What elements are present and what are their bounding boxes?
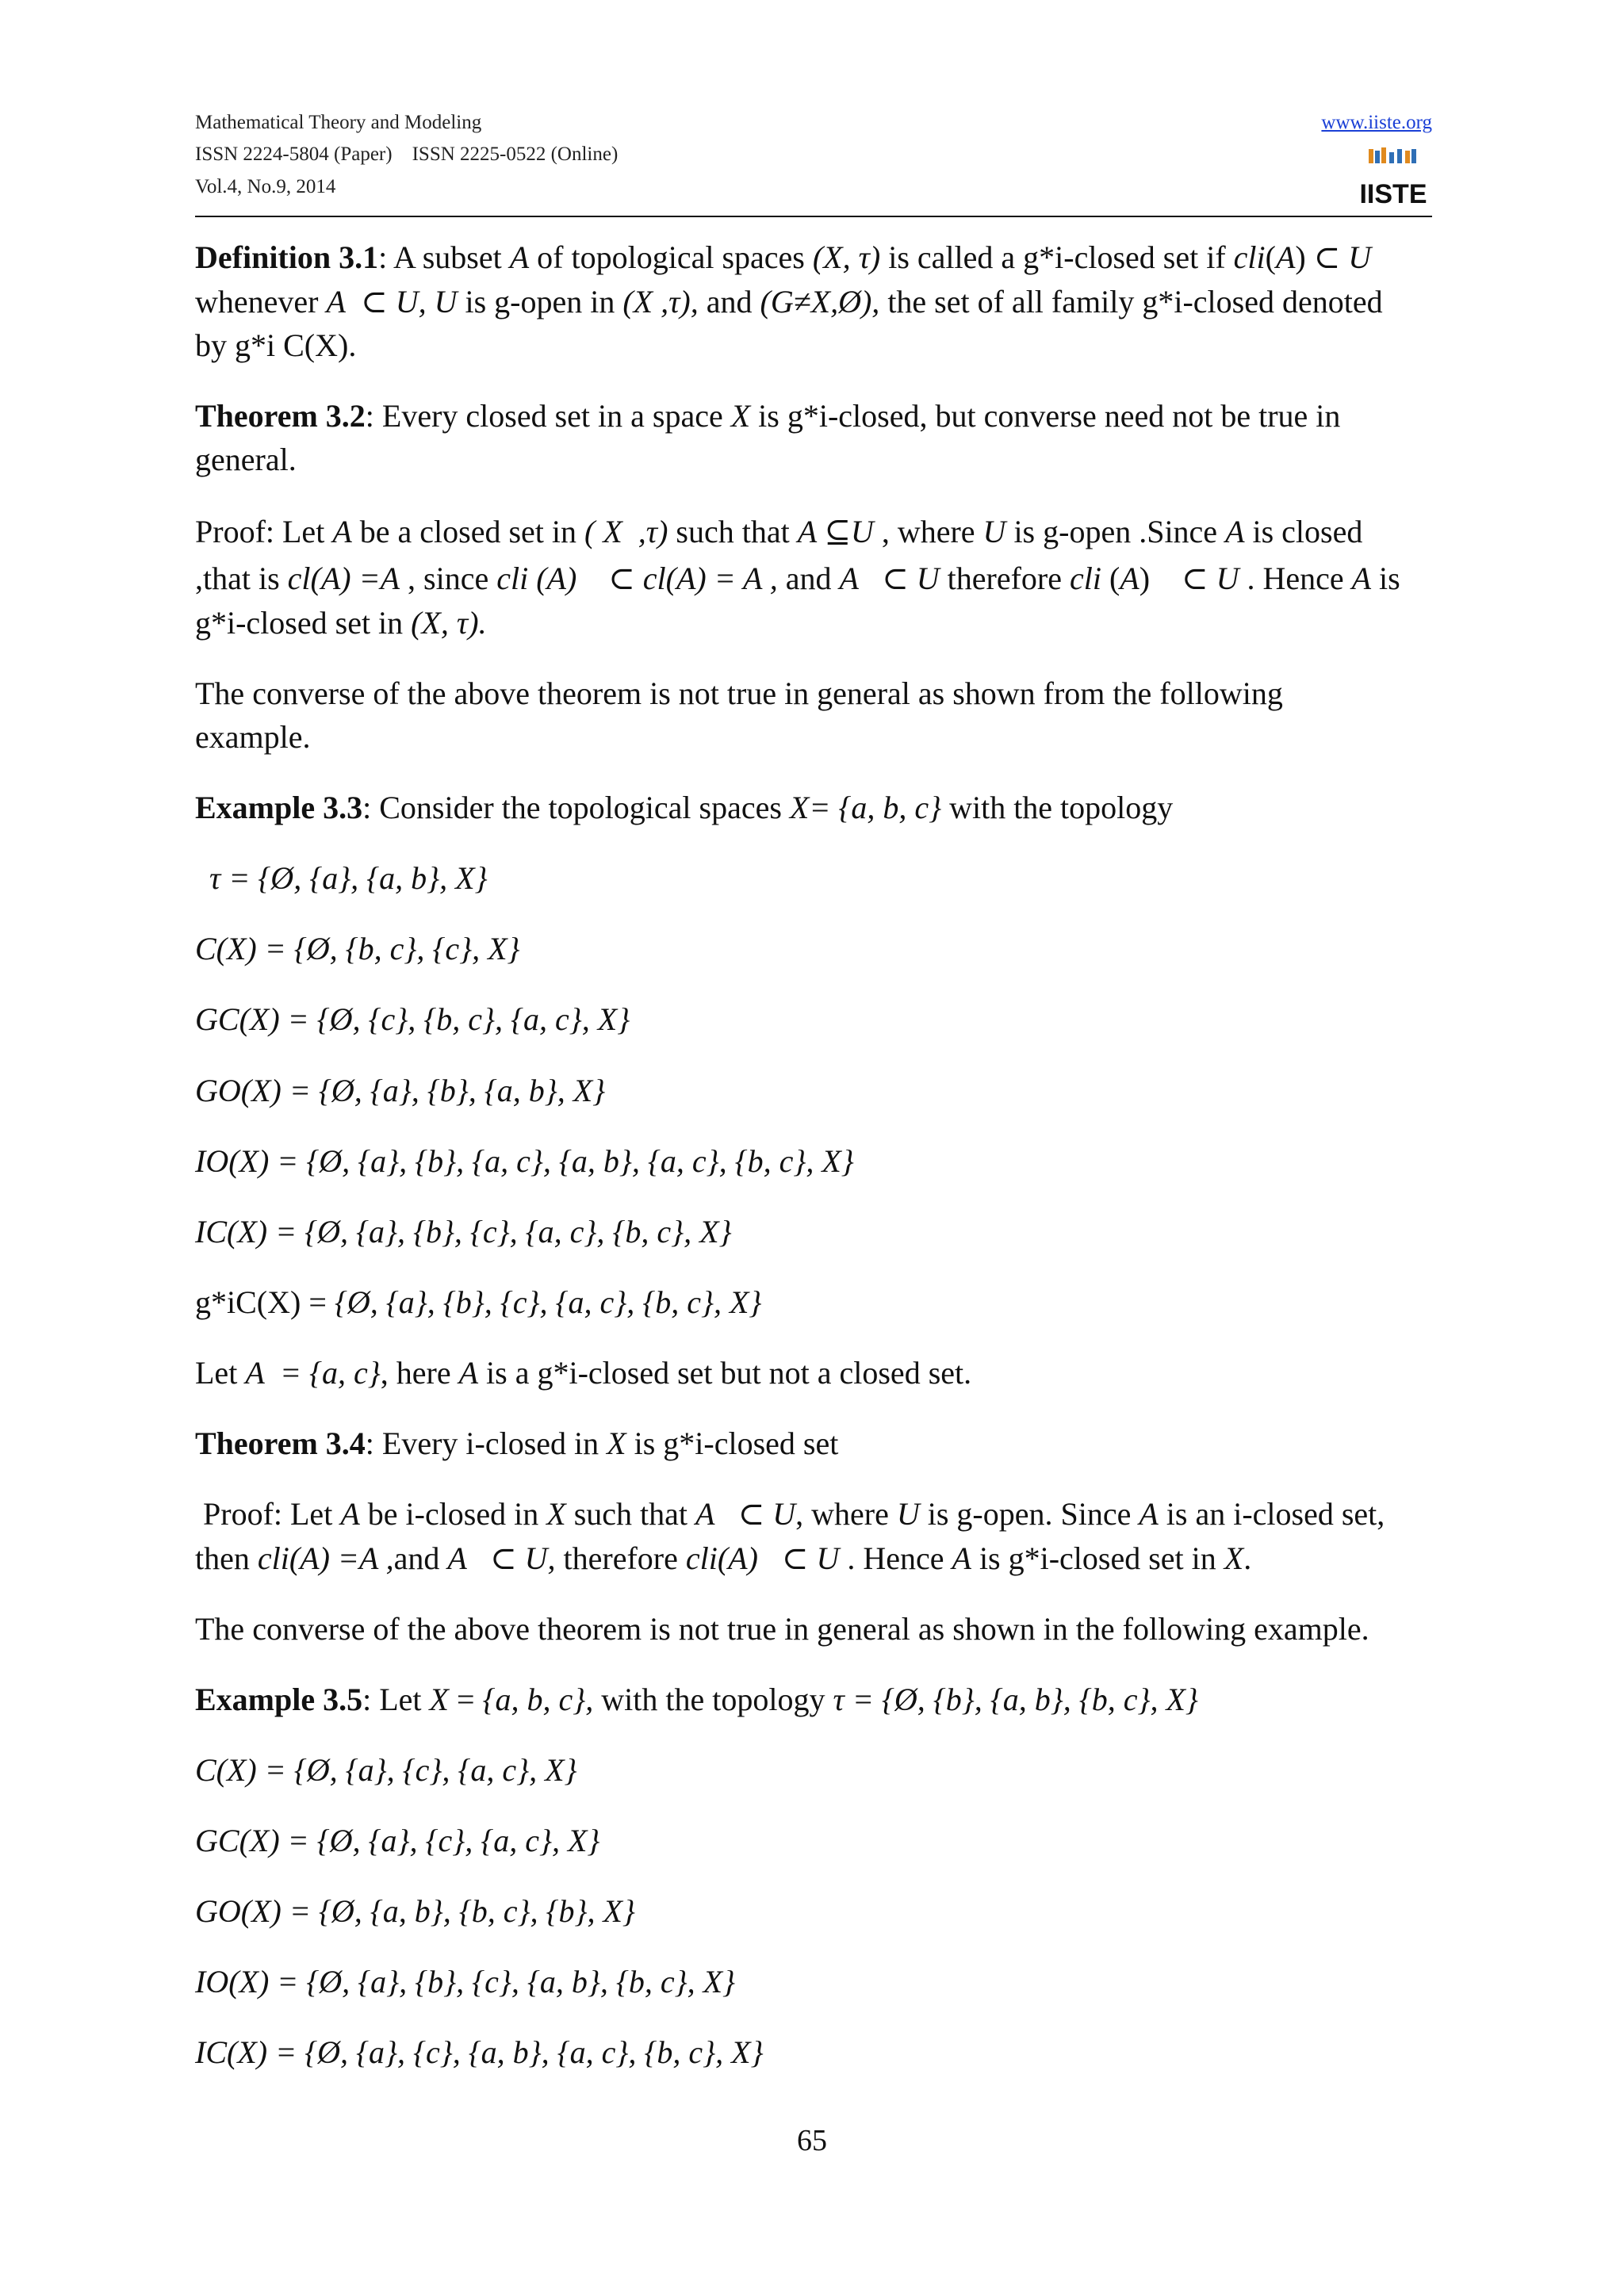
theorem-3-2-line-2: general. bbox=[195, 442, 297, 477]
definition-3-1-line-3: by g*i C(X). bbox=[195, 327, 357, 363]
example-3-3-go-sets: GO(X) = {Ø, {a}, {b}, {a, b}, X} bbox=[195, 1073, 606, 1108]
definition-3-1-line-2: whenever A ⊂ U, U is g-open in (X ,τ), and (G≠X,Ø), the set of all family g*i-closed denoted bbox=[195, 284, 1383, 320]
example-label: Example 3.5 bbox=[195, 1682, 363, 1717]
example-3-5-go-sets: GO(X) = {Ø, {a, b}, {b, c}, {b}, X} bbox=[195, 1893, 635, 1929]
example-3-3-line-1: Example 3.3: Consider the topological spaces X= {a, b, c} with the topology bbox=[195, 790, 1174, 825]
example-label: Example 3.3 bbox=[195, 790, 363, 825]
converse-note-line-2: example. bbox=[195, 719, 311, 755]
example-3-5-line-1: Example 3.5: Let X = {a, b, c}, with the topology τ = {Ø, {b}, {a, b}, {b, c}, X} bbox=[195, 1682, 1198, 1717]
theorem-label: Theorem 3.2 bbox=[195, 398, 366, 434]
example-3-3-gic-sets: g*iC(X) = {Ø, {a}, {b}, {c}, {a, c}, {b, c}, X} bbox=[195, 1284, 762, 1320]
definition-label: Definition 3.1 bbox=[195, 239, 379, 275]
example-3-5-ic-sets: IC(X) = {Ø, {a}, {c}, {a, b}, {a, c}, {b, c}, X} bbox=[195, 2034, 764, 2070]
example-3-5-gc-sets: GC(X) = {Ø, {a}, {c}, {a, c}, X} bbox=[195, 1823, 600, 1858]
example-3-3-io-sets: IO(X) = {Ø, {a}, {b}, {a, c}, {a, b}, {a, c}, {b, c}, X} bbox=[195, 1143, 854, 1179]
example-3-3-gc-sets: GC(X) = {Ø, {c}, {b, c}, {a, c}, X} bbox=[195, 1001, 630, 1037]
logo-text: IISTE bbox=[1359, 179, 1427, 209]
example-3-5-io-sets: IO(X) = {Ø, {a}, {b}, {c}, {a, b}, {b, c}, X} bbox=[195, 1964, 736, 1999]
theorem-3-4-line-1: Theorem 3.4: Every i-closed in X is g*i-closed set bbox=[195, 1425, 839, 1461]
header-rule bbox=[195, 216, 1432, 217]
page-header bbox=[195, 111, 1432, 216]
definition-3-1-line-1: Definition 3.1: A subset A of topological spaces (X, τ) is called a g*i-closed set if cli(A) ⊂ U bbox=[195, 239, 1372, 275]
theorem-3-2-line-1: Theorem 3.2: Every closed set in a space X is g*i-closed, but converse need not be true in bbox=[195, 398, 1341, 434]
proof-3-2-line-1: Proof: Let A be a closed set in ( X ,τ) such that A ⊆U , where U is g-open .Since A is closed bbox=[195, 514, 1363, 549]
example-3-3-conclusion: Let A = {a, c}, here A is a g*i-closed set but not a closed set. bbox=[195, 1355, 972, 1391]
page-number: 65 bbox=[797, 2124, 827, 2157]
journal-title: Mathematical Theory and Modeling bbox=[195, 112, 482, 133]
proof-3-4-line-1: Proof: Let A be i-closed in X such that A ⊂ U, where U is g-open. Since A is an i-closed set, bbox=[195, 1496, 1385, 1532]
issn-line: ISSN 2224-5804 (Paper) ISSN 2225-0522 (Online) bbox=[195, 144, 619, 165]
example-3-3-closed-sets: C(X) = {Ø, {b, c}, {c}, X} bbox=[195, 931, 520, 966]
volume-line: Vol.4, No.9, 2014 bbox=[195, 176, 336, 197]
iiste-logo bbox=[1359, 146, 1427, 214]
converse-note-line-1: The converse of the above theorem is not true in general as shown from the following bbox=[195, 675, 1283, 711]
converse-note-2: The converse of the above theorem is not true in general as shown in the following example. bbox=[195, 1611, 1369, 1647]
proof-3-4-line-2: then cli(A) =A ,and A ⊂ U, therefore cli(A) ⊂ U . Hence A is g*i-closed set in X. bbox=[195, 1540, 1252, 1576]
example-3-5-closed-sets: C(X) = {Ø, {a}, {c}, {a, c}, X} bbox=[195, 1752, 577, 1788]
proof-3-2-line-3: g*i-closed set in (X, τ). bbox=[195, 605, 487, 641]
example-3-3-ic-sets: IC(X) = {Ø, {a}, {b}, {c}, {a, c}, {b, c}, X} bbox=[195, 1214, 732, 1249]
example-3-3-topology: τ = {Ø, {a}, {a, b}, X} bbox=[209, 860, 488, 896]
site-link[interactable]: www.iiste.org bbox=[1321, 112, 1432, 133]
proof-3-2-line-2: ,that is cl(A) =A , since cli (A) ⊂ cl(A) = A , and A ⊂ U therefore cli (A) ⊂ U . Hence A is bbox=[195, 561, 1400, 596]
theorem-label: Theorem 3.4 bbox=[195, 1425, 366, 1461]
